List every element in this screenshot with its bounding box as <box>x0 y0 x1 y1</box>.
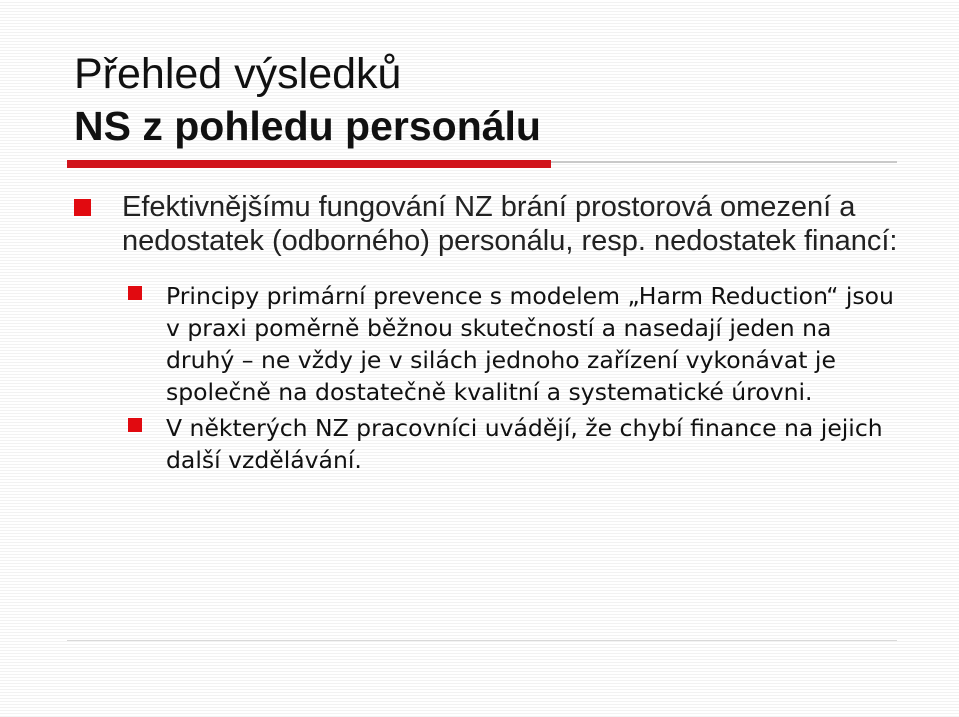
square-bullet-icon <box>128 418 142 432</box>
square-bullet-icon <box>74 199 91 216</box>
slide-title-line-1: Přehled výsledků <box>74 50 402 98</box>
sub-bullet-item <box>122 280 904 408</box>
sub-bullet-item <box>122 412 904 476</box>
bullet-item <box>74 190 904 258</box>
sub-bullet-text: Principy primární prevence s modelem „Harm Reduction“ jsou v praxi poměrně běžnou skutečností a nasedají jeden na druhý – ne vždy je v silách jednoho zařízení vykonávat je společně na dostatečně kvalitní a systematické úrovni. <box>166 282 894 406</box>
sub-bullet-list <box>122 280 904 476</box>
slide-content <box>74 190 904 480</box>
slide-title-line-2: NS z pohledu personálu <box>74 103 541 149</box>
title-divider-accent <box>67 160 551 168</box>
square-bullet-icon <box>128 286 142 300</box>
footer-divider <box>67 640 897 641</box>
slide-title <box>74 48 934 152</box>
sub-bullet-text: V některých NZ pracovníci uvádějí, že chybí finance na jejich další vzdělávání. <box>166 414 883 474</box>
bullet-text: Efektivnějšímu fungování NZ brání prostorová omezení a nedostatek (odborného) personálu, resp. nedostatek financí: <box>122 191 898 257</box>
